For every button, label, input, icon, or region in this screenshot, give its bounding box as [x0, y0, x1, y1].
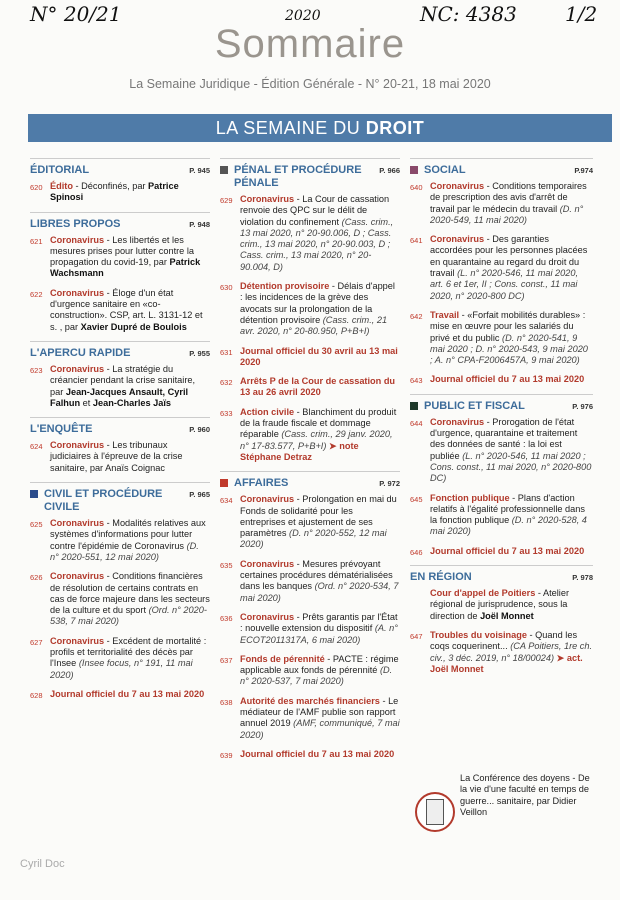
toc-entry[interactable] — [220, 559, 400, 604]
entry-body — [430, 417, 593, 485]
section-square-icon — [410, 402, 418, 410]
entry-text: - Modalités relatives aux systèmes d'informations pour lutter contre l'épidémie de Coronavirus — [50, 518, 206, 551]
entry-reference: (D. n° 2020-552, 12 mai 2020) — [240, 528, 387, 550]
entry-number: 643 — [410, 376, 423, 386]
section-title: AFFAIRES — [234, 477, 289, 490]
section-page: P. 955 — [189, 348, 210, 358]
entry-heading: Coronavirus — [50, 234, 105, 245]
entry-body — [50, 181, 210, 204]
section-header — [410, 565, 593, 584]
entry-text: - PACTE : régime applicable aux fonds de pérennité — [240, 653, 399, 676]
scan-mark: Cyril Doc — [20, 858, 65, 870]
toc-entry[interactable] — [30, 235, 210, 280]
entry-reference: (A. n° ECOT2011317A, 6 mai 2020) — [240, 623, 398, 645]
entry-reference: (L. n° 2020-546, 11 mai 2020 ; Cons. const., 11 mai 2020, n° 2020-800 DC) — [430, 450, 592, 484]
toc-column-2 — [220, 158, 400, 768]
section-header — [30, 212, 210, 231]
entry-number: 631 — [220, 347, 233, 357]
entry-number: 636 — [220, 613, 233, 623]
entry-number: 626 — [30, 573, 43, 583]
section-title: ÉDITORIAL — [30, 164, 90, 176]
section-title: EN RÉGION — [410, 571, 472, 584]
entry-text: - Atelier régional de jurisprudence, sous la direction de — [430, 588, 570, 621]
section-title: PÉNAL ET PROCÉDURE PÉNALE — [234, 164, 362, 189]
entry-heading: Coronavirus — [240, 558, 295, 569]
entry-heading: Autorité des marchés financiers — [240, 695, 380, 706]
toc-entry[interactable] — [30, 636, 210, 681]
handwritten-page-fraction: 1/2 — [565, 2, 598, 26]
toc-entry[interactable] — [410, 493, 593, 538]
section-page: P. 966 — [379, 166, 400, 175]
section-header — [220, 158, 400, 190]
entry-text: - Excédent de mortalité : profils et territorialité des décès par l'Insee — [50, 635, 207, 669]
entry-text: - Déconfinés, par — [72, 181, 149, 191]
entry-text: - Le médiateur de l'AMF publie son rapport annuel 2019 — [240, 695, 399, 729]
entry-body — [240, 612, 400, 646]
page-subtitle: La Semaine Juridique - Édition Générale - N° 20-21, 18 mai 2020 — [129, 77, 491, 91]
entry-body — [240, 281, 400, 337]
section-page: P. 948 — [189, 219, 210, 229]
entry-heading: Coronavirus — [430, 416, 485, 427]
entry-reference: (D. n° 2020-541, 9 mai 2020 ; D. n° 2020-543, 9 mai 2020 ; A. n° CPA-F2006457A, 9 mai 2020) — [430, 332, 588, 366]
entry-number: 625 — [30, 520, 43, 530]
handwritten-nc-number: NC: 4383 — [420, 2, 517, 26]
entry-number: 647 — [410, 631, 423, 641]
entry-author: Patrick Wachsmann — [50, 257, 201, 279]
section-square-icon — [220, 479, 228, 487]
entry-text: - Conditions temporaires de prescription des avis d'arrêt de travail par le médecin du travail — [430, 181, 587, 214]
entry-reference: (Ord. n° 2020-538, 7 mai 2020) — [50, 605, 207, 627]
entry-author: Jean-Jacques Ansault, Cyril Falhun — [50, 386, 189, 408]
entry-number: 629 — [220, 196, 233, 205]
entry-author: Didier Veillon — [460, 795, 577, 817]
toc-column-3 — [410, 158, 593, 683]
entry-heading: Journal officiel du 7 au 13 mai 2020 — [240, 748, 395, 759]
section-title: CIVIL ET PROCÉDURE CIVILE — [44, 488, 163, 514]
section-title: LIBRES PROPOS — [30, 217, 121, 230]
entry-author: Xavier Dupré de Boulois — [80, 321, 187, 332]
entry-text: - Les tribunaux judiciaires à l'épreuve de la crise sanitaire, par Anaïs Coignac — [50, 440, 183, 473]
entry-number: 637 — [220, 655, 233, 665]
entry-body — [430, 588, 593, 622]
entry-body — [240, 654, 400, 688]
entry-text: - Quand les coqs coquerinent... — [430, 629, 578, 652]
conference-doyens-logo — [415, 792, 455, 832]
entry-number: 627 — [30, 637, 43, 647]
entry-text: - Blanchiment du produit de la fraude fiscale et dommage réparable — [240, 406, 397, 440]
entry-heading: Coronavirus — [240, 494, 295, 505]
entry-heading: Coronavirus — [430, 181, 485, 191]
entry-heading: Action civile — [240, 406, 295, 417]
entry-text: - Mesures prévoyant certaines procédures dématérialisées dans les banques — [240, 558, 393, 592]
entry-body — [240, 376, 400, 399]
entry-number: 640 — [410, 183, 423, 192]
entry-body — [50, 440, 210, 474]
entry-heading: Arrêts P de la Cour de cassation du 13 au 26 avril 2020 — [240, 376, 396, 398]
entry-number: 634 — [220, 496, 233, 506]
entry-reference: (D. n° 2020-551, 12 mai 2020) — [50, 540, 199, 562]
section-page: P.974 — [574, 166, 593, 175]
toc-entry[interactable] — [410, 630, 593, 675]
entry-text: - Prêts garantis par l'État : nouvelle extension du dispositif — [240, 611, 398, 634]
toc-entry[interactable] — [410, 417, 593, 485]
entry-body — [240, 749, 400, 760]
banner-text: LA SEMAINE DU — [215, 118, 366, 138]
entry-heading: Fonction publique — [430, 492, 510, 503]
toc-entry[interactable] — [30, 689, 210, 700]
entry-heading: Journal officiel du 7 au 13 mai 2020 — [430, 374, 585, 385]
entry-body — [430, 234, 593, 302]
toc-entry[interactable] — [220, 654, 400, 688]
entry-reference: (L. n° 2020-546, 11 mai 2020, art. 6 et 1er, II ; Cons. const., 11 mai 2020, n° 2020-800 DC) — [430, 268, 579, 301]
entry-body — [240, 696, 400, 741]
entry-heading: Coronavirus — [430, 234, 485, 245]
entry-body — [240, 407, 400, 463]
toc-entry[interactable] — [220, 346, 400, 369]
entry-number: 623 — [30, 365, 43, 375]
entry-heading: Coronavirus — [240, 611, 295, 622]
entry-body — [240, 194, 400, 273]
section-page: P. 976 — [572, 401, 593, 411]
entry-reference: (Insee focus, n° 191, 11 mai 2020) — [50, 658, 193, 680]
entry-body — [240, 494, 400, 550]
entry-body — [240, 559, 400, 604]
toc-entry[interactable] — [410, 234, 593, 302]
entry-body — [50, 235, 210, 280]
entry-number: 621 — [30, 236, 43, 246]
entry-number: 641 — [410, 236, 423, 246]
section-page: P. 945 — [189, 166, 210, 175]
entry-heading: Travail — [430, 309, 460, 320]
entry-number: 620 — [30, 183, 43, 192]
entry-reference: (CA Poitiers, 1re ch. civ., 3 déc. 2019, n° 18/00024) — [430, 641, 593, 663]
toc-entry[interactable] — [410, 374, 593, 385]
section-header — [410, 158, 593, 177]
toc-entry[interactable] — [30, 518, 210, 563]
entry-text: - Délais d'appel : les incidences de la grève des avocats sur la prolongation de la détention provisoire — [240, 281, 395, 325]
entry-body — [430, 181, 593, 226]
entry-heading: Coronavirus — [240, 194, 295, 204]
entry-body — [240, 346, 400, 369]
entry-text: - La Cour de cassation renvoie des QPC sur le délit de violation du confinement — [240, 194, 390, 227]
toc-entry[interactable] — [30, 364, 210, 409]
entry-heading: Troubles du voisinage — [430, 629, 527, 640]
section-square-icon — [220, 166, 228, 174]
entry-number: 632 — [220, 378, 233, 388]
entry-text: - Les libertés et les mesures prises pour lutter contre la propagation du covid-19, par — [50, 234, 194, 268]
toc-entry[interactable] — [220, 696, 400, 741]
toc-entry[interactable] — [30, 440, 210, 474]
entry-text: - De la vie d'une faculté en temps de guerre... sanitaire, par — [460, 773, 590, 806]
entry-heading: La Conférence des doyens — [460, 773, 570, 783]
entry-reference: (Cass. crim., 13 mai 2020, n° 20-90.006, D ; Cass. crim., 13 mai 2020, n° 20-90.003, D ; Cass. crim., 13 mai 2020, n° 20-90.004, D) — [240, 216, 394, 272]
entry-author: Joël Monnet — [480, 610, 534, 621]
toc-entry[interactable] — [220, 749, 400, 760]
toc-entry[interactable] — [30, 571, 210, 627]
section-title: PUBLIC ET FISCAL — [424, 399, 525, 412]
section-title: L'APERCU RAPIDE — [30, 346, 131, 359]
entry-body — [50, 689, 210, 700]
entry-body — [50, 518, 210, 563]
section-page: P. 978 — [572, 573, 593, 583]
entry-reference: (D. n° 2020-549, 11 mai 2020) — [430, 203, 584, 225]
entry-body — [430, 374, 593, 385]
entry-text: - Plans d'action relatifs à l'égalité professionnelle dans la fonction publique — [430, 492, 585, 526]
entry-number — [410, 588, 430, 622]
entry-reference: (Cass. crim., 29 janv. 2020, n° 17-83.577, P+B+I) — [240, 429, 393, 451]
entry-text: - Éloge d'un état d'urgence sanitaire en «co-construction». CSP, art. L. 3131-12 et s. , par — [50, 287, 203, 332]
entry-body — [50, 571, 210, 627]
toc-entry[interactable] — [220, 194, 400, 273]
toc-entry[interactable] — [30, 288, 210, 333]
banner-bold: DROIT — [365, 118, 425, 138]
entry-body — [50, 364, 210, 409]
entry-heading: Journal officiel du 7 au 13 mai 2020 — [430, 545, 585, 556]
entry-reference: (D. n° 2020-528, 4 mai 2020) — [430, 515, 587, 537]
toc-entry[interactable] — [410, 588, 593, 622]
entry-text: - Prorogation de l'état d'urgence, quarantaine et traitement des données de santé : la loi est publiée — [430, 416, 578, 461]
entry-heading: Journal officiel du 30 avril au 13 mai 2020 — [240, 345, 398, 367]
section-header — [220, 471, 400, 490]
entry-number: 624 — [30, 442, 43, 452]
toc-column-1 — [30, 158, 210, 708]
entry-body — [50, 636, 210, 681]
page-title: Sommaire — [214, 22, 406, 66]
toc-entry[interactable] — [410, 181, 593, 226]
entry-reference: (Ord. n° 2020-534, 7 mai 2020) — [240, 581, 399, 603]
entry-reference: (AMF, communiqué, 7 mai 2020) — [240, 718, 400, 740]
entry-text: - Conditions financières de résolution de certains contrats en cas de force majeure dans les secteurs de la culture et du sport — [50, 571, 210, 616]
book-icon — [426, 799, 444, 825]
section-page: P. 972 — [379, 479, 400, 489]
entry-reference: (Cass. crim., 21 avr. 2020, n° 20-80.950, P+B+I) — [240, 314, 388, 337]
entry-heading: Coronavirus — [50, 440, 105, 451]
entry-number: 644 — [410, 418, 423, 428]
entry-text: - La stratégie du créancier pendant la crise sanitaire, par — [50, 363, 196, 397]
toc-entry[interactable] — [30, 181, 210, 204]
entry-note: ➤ note Stéphane Detraz — [240, 440, 359, 462]
entry-text: - Des garanties accordées pour les personnes placées en quarantaine au regard du droit du travail — [430, 234, 588, 279]
entry-author: Patrice Spinosi — [50, 181, 179, 203]
entry-heading: Journal officiel du 7 au 13 mai 2020 — [50, 688, 205, 699]
entry-text: - «Forfait mobilités durables» : mise en œuvre pour les salariés du privé et du public — [430, 309, 586, 343]
section-banner — [28, 114, 612, 142]
entry-note: ➤ act. Joël Monnet — [430, 652, 583, 674]
section-header — [30, 158, 210, 177]
entry-body — [430, 546, 593, 557]
entry-number: 628 — [30, 690, 43, 700]
handwritten-year: 2020 — [285, 8, 321, 24]
entry-reference: (D. n° 2020-537, 7 mai 2020) — [240, 665, 393, 687]
section-page: P. 960 — [189, 425, 210, 435]
entry-number: 639 — [220, 750, 233, 760]
entry-heading: Cour d'appel de Poitiers — [430, 588, 536, 599]
toc-entry[interactable] — [220, 612, 400, 646]
entry-heading: Fonds de pérennité — [240, 653, 325, 664]
section-header — [410, 394, 593, 413]
section-page: P. 965 — [189, 490, 210, 500]
entry-body — [430, 310, 593, 366]
entry-heading: Édito — [50, 181, 73, 191]
entry-number: 642 — [410, 311, 423, 321]
section-header — [30, 341, 210, 360]
handwritten-issue-number: N° 20/21 — [30, 2, 122, 26]
section-square-icon — [410, 166, 418, 174]
toc-entry[interactable] — [410, 546, 593, 557]
entry-number: 645 — [410, 494, 423, 504]
entry-number: 633 — [220, 408, 233, 418]
entry-body — [50, 288, 210, 333]
entry-number: 638 — [220, 697, 233, 707]
entry-heading: Détention provisoire — [240, 281, 330, 292]
entry-text: - Prolongation en mai du Fonds de solidarité pour les entreprises et ajustement de ses paramètres — [240, 494, 397, 539]
entry-author: Jean-Charles Jaïs — [92, 397, 172, 408]
section-title: L'ENQUÊTE — [30, 423, 93, 436]
entry-heading: Coronavirus — [50, 635, 105, 646]
toc-entry[interactable] — [220, 281, 400, 337]
entry-number: 646 — [410, 547, 423, 557]
entry-body — [430, 630, 593, 675]
entry-heading: Coronavirus — [50, 287, 105, 298]
entry-heading: Coronavirus — [50, 571, 105, 582]
entry-text: et — [80, 397, 93, 408]
toc-entry[interactable] — [220, 407, 400, 463]
toc-entry[interactable] — [410, 310, 593, 366]
toc-entry[interactable] — [220, 494, 400, 550]
section-square-icon — [30, 490, 38, 498]
entry-body — [430, 493, 593, 538]
entry-number: 635 — [220, 560, 233, 570]
section-title: SOCIAL — [424, 164, 466, 176]
section-header — [30, 482, 210, 514]
entry-heading: Coronavirus — [50, 518, 105, 529]
section-header — [30, 417, 210, 436]
toc-entry[interactable] — [220, 376, 400, 399]
entry-heading: Coronavirus — [50, 363, 105, 374]
entry-number: 622 — [30, 289, 43, 299]
entry-number: 630 — [220, 283, 233, 293]
